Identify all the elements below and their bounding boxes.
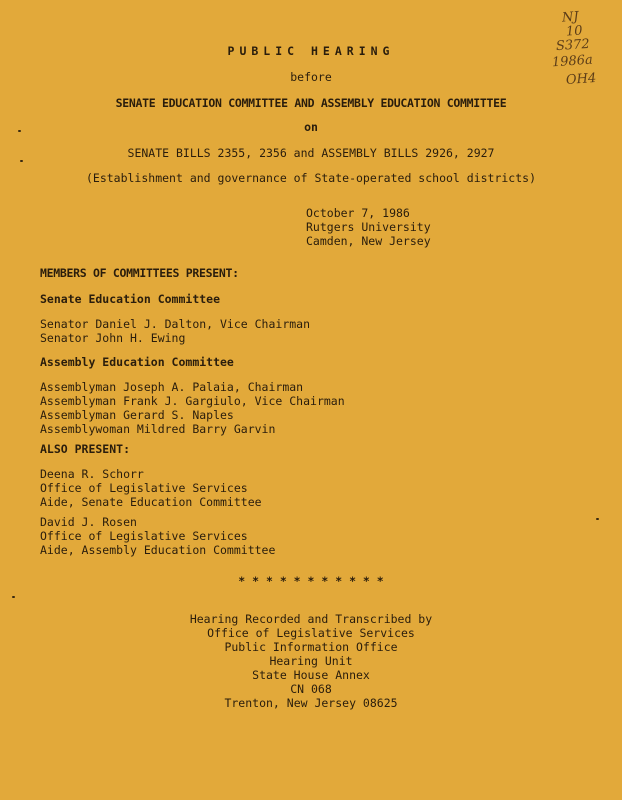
also-present-heading: ALSO PRESENT: <box>40 442 131 456</box>
staff-role: Aide, Assembly Education Committee <box>40 543 276 557</box>
on-label: on <box>304 120 318 134</box>
transcription-line: State House Annex <box>252 668 370 682</box>
transcription-line: Trenton, New Jersey 08625 <box>224 696 398 710</box>
assembly-member: Assemblyman Frank J. Gargiulo, Vice Chairman <box>40 394 345 408</box>
scan-speck <box>596 518 599 520</box>
senate-member: Senator John H. Ewing <box>40 331 186 345</box>
scan-speck <box>20 160 23 162</box>
handwritten-note-line-5: OH4 <box>565 70 597 89</box>
hearing-city: Camden, New Jersey <box>306 234 431 248</box>
members-heading: MEMBERS OF COMMITTEES PRESENT: <box>40 266 239 280</box>
staff-office: Office of Legislative Services <box>40 481 248 495</box>
before-label: before <box>290 70 332 84</box>
transcription-line: Hearing Recorded and Transcribed by <box>189 612 433 626</box>
document-title: PUBLIC HEARING <box>227 44 395 58</box>
handwritten-note-line-1: NJ <box>561 9 580 26</box>
hearing-venue: Rutgers University <box>306 220 431 234</box>
assembly-member: Assemblyman Joseph A. Palaia, Chairman <box>40 380 304 394</box>
scan-speck <box>12 596 15 598</box>
transcription-line: Hearing Unit <box>269 654 353 668</box>
transcription-line: CN 068 <box>290 682 332 696</box>
staff-name: Deena R. Schorr <box>40 467 144 481</box>
senate-member: Senator Daniel J. Dalton, Vice Chairman <box>40 317 311 331</box>
assembly-member: Assemblywoman Mildred Barry Garvin <box>40 422 276 436</box>
staff-office: Office of Legislative Services <box>40 529 248 543</box>
senate-committee-heading: Senate Education Committee <box>40 292 221 306</box>
handwritten-note-line-2: 10 <box>565 23 584 40</box>
asterisk-separator: * * * * * * * * * * * <box>238 574 384 588</box>
assembly-member: Assemblyman Gerard S. Naples <box>40 408 234 422</box>
staff-role: Aide, Senate Education Committee <box>40 495 262 509</box>
handwritten-note-line-4: 1986a <box>551 52 594 71</box>
assembly-committee-heading: Assembly Education Committee <box>40 355 234 369</box>
scan-speck <box>18 130 21 132</box>
bills-line: SENATE BILLS 2355, 2356 and ASSEMBLY BILLS 2926, 2927 <box>127 146 495 160</box>
handwritten-note-line-3: S372 <box>555 36 591 55</box>
subject-line: (Establishment and governance of State-operated school districts) <box>85 171 537 185</box>
transcription-line: Office of Legislative Services <box>207 626 415 640</box>
committees-line: SENATE EDUCATION COMMITTEE AND ASSEMBLY EDUCATION COMMITTEE <box>115 96 507 110</box>
staff-name: David J. Rosen <box>40 515 137 529</box>
hearing-date: October 7, 1986 <box>306 206 410 220</box>
transcription-line: Public Information Office <box>224 640 398 654</box>
